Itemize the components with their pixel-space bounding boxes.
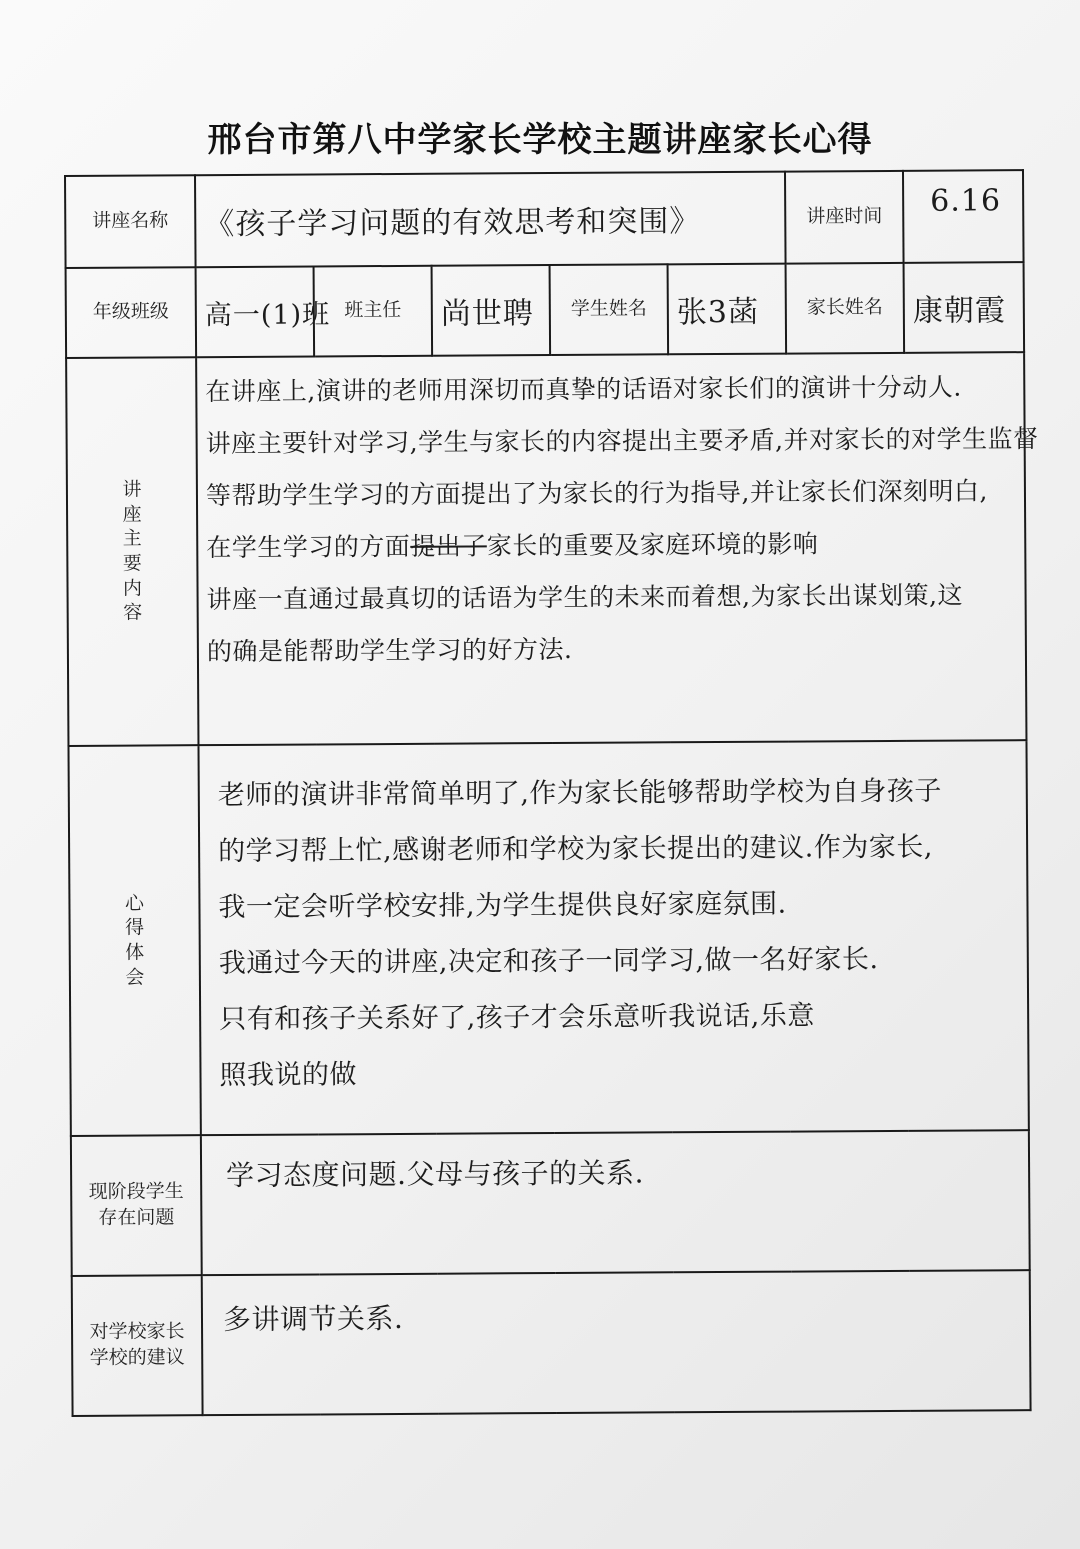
current-problems-label <box>71 1135 202 1276</box>
feelings-label <box>68 745 200 1136</box>
lecture-row <box>65 170 1024 268</box>
head-teacher-cell[interactable] <box>432 265 551 356</box>
feelings-line: 我通过今天的讲座,决定和孩子一同学习,做一名好家长. <box>218 944 879 980</box>
parent-name-label: 家长姓名 <box>786 263 905 354</box>
parent-name-value: 康朝霞 <box>912 293 1007 329</box>
grade-class-label: 年级班级 <box>66 267 197 358</box>
suggestions-label-text: 对学校家长学校的建议 <box>89 1320 185 1369</box>
struck-text: 提出了 <box>410 531 487 561</box>
lecture-name-label: 讲座名称 <box>65 175 196 268</box>
feelings-line: 只有和孩子关系好了,孩子才会乐意听我说话,乐意 <box>219 1000 815 1036</box>
head-teacher-label: 班主任 <box>314 266 433 357</box>
main-content-line: 等帮助学生学习的方面提出了为家长的行为指导,并让家长们深刻明白, <box>205 476 988 511</box>
feelings-line: 我一定会听学校安排,为学生提供良好家庭氛围. <box>218 888 787 924</box>
suggestions-row <box>72 1270 1031 1416</box>
main-content-label <box>66 357 198 746</box>
lecture-name-value: 《孩子学习问题的有效思考和突围》 <box>204 204 701 243</box>
student-name-cell[interactable] <box>668 264 787 355</box>
main-content-label-text: 讲座主要内容 <box>122 478 143 625</box>
grade-class-cell[interactable] <box>196 266 331 357</box>
main-content-cell[interactable] <box>196 352 1039 745</box>
lecture-time-value: 6.16 <box>930 183 1002 219</box>
current-problems-cell[interactable] <box>201 1130 1030 1275</box>
info-row <box>66 262 1025 358</box>
suggestions-value: 多讲调节关系. <box>222 1301 404 1337</box>
main-content-line-part: 在学生学习的方面提出了家长的重要及家庭环境的影响 <box>206 529 819 563</box>
feelings-label-text: 心得体会 <box>124 892 145 989</box>
main-content-line: 在讲座上,演讲的老师用深切而真挚的话语对家长们的演讲十分动人. <box>205 372 962 407</box>
lecture-name-cell[interactable] <box>195 172 786 268</box>
main-content-row <box>66 352 1026 746</box>
feedback-form <box>64 169 1039 1417</box>
feelings-line: 老师的演讲非常简单明了,作为家长能够帮助学校为自身孩子 <box>217 775 942 812</box>
feelings-line: 的学习帮上忙,感谢老师和学校为家长提出的建议.作为家长, <box>218 831 933 868</box>
student-name-value: 张3菡 <box>676 294 760 331</box>
lecture-time-label: 讲座时间 <box>785 171 904 264</box>
current-problems-value: 学习态度问题.父母与孩子的关系. <box>226 1156 645 1193</box>
student-name-label: 学生姓名 <box>550 264 669 355</box>
main-content-text <box>205 361 1039 678</box>
grade-class-value: 高一(1)班 <box>204 298 331 331</box>
main-content-line <box>206 517 1016 574</box>
lecture-time-cell[interactable] <box>903 170 1024 263</box>
form-table <box>64 169 1039 1417</box>
feelings-line: 照我说的做 <box>219 1059 358 1092</box>
head-teacher-value: 尚世聘 <box>440 296 534 332</box>
feelings-text <box>218 763 1020 1104</box>
feelings-cell[interactable] <box>198 740 1028 1135</box>
suggestions-label <box>72 1275 203 1416</box>
main-content-line: 讲座主要针对学习,学生与家长的内容提出主要矛盾,并对家长的对学生监督 <box>205 424 1039 459</box>
main-content-line: 的确是能帮助学生学习的好方法. <box>206 634 573 667</box>
parent-name-cell[interactable] <box>904 262 1025 353</box>
suggestions-cell[interactable] <box>202 1270 1031 1415</box>
page-title: 邢台市第八中学家长学校主题讲座家长心得 <box>207 120 873 160</box>
current-problems-label-text: 现阶段学生存在问题 <box>88 1180 184 1229</box>
problems-row <box>71 1130 1030 1276</box>
feelings-row <box>68 740 1028 1136</box>
main-content-line: 讲座一直通过最真切的话语为学生的未来而着想,为家长出谋划策,这 <box>206 580 964 615</box>
